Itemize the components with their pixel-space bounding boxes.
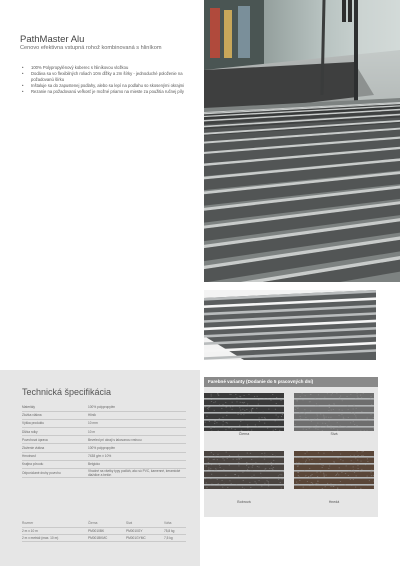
swatch-label: Bobrová [237, 500, 251, 504]
swatch-black [204, 393, 284, 431]
spec-value: Beveled pri okraji s lakovanou vrstvou [88, 436, 186, 444]
spec-label: Povrchová úprava [22, 436, 88, 444]
swatch-label: Sivá [330, 432, 338, 436]
spec-label: Hmotnosť [22, 452, 88, 460]
table-header-row [22, 520, 186, 527]
spec-value: 10 mm [88, 419, 186, 427]
table-row [22, 460, 186, 468]
column-header: Čierna [88, 520, 126, 527]
feature-text: Rezanie na požadovanú veľkosť je možné priamo na mieste za použitia ručnej píly [31, 89, 184, 95]
table-row [22, 444, 186, 452]
feature-list [20, 65, 198, 95]
swatch-brown [294, 451, 374, 489]
table-cell: PM0010GY [126, 527, 164, 534]
table-cell: PM001BKMC [88, 534, 126, 541]
swatch-pattern [294, 393, 374, 431]
feature-item [20, 83, 198, 89]
spec-label: Výška produktu [22, 419, 88, 427]
table-cell: 2 m x metráž (max. 10 m) [22, 534, 88, 541]
spec-label: Zloženie vlákna [22, 444, 88, 452]
spec-title: Technická špecifikácia [22, 387, 112, 397]
table-cell: PM0010BK [88, 527, 126, 534]
column-header: Rozmer [22, 520, 88, 527]
product-subtitle: Cenovo efektivna vstupná rohož kombinovaná s hliníkom [20, 45, 162, 51]
column-header: Sivá [126, 520, 164, 527]
swatch-beaver [204, 451, 284, 489]
table-row [22, 436, 186, 444]
table-row [22, 428, 186, 436]
mat-closeup-photo [204, 290, 376, 360]
swatch-pattern [294, 451, 374, 489]
mat-closeup-illustration [204, 290, 376, 360]
variant-table [22, 520, 186, 542]
spec-label: Krajina pôvodu [22, 460, 88, 468]
swatch-grey [294, 393, 374, 431]
entrance-mat-photo [204, 0, 400, 282]
spec-value: Hliník [88, 411, 186, 419]
feature-item [20, 89, 198, 95]
spec-value: 7438 g/m ± 10% [88, 452, 186, 460]
product-title: PathMaster Alu [20, 34, 85, 45]
table-row [22, 452, 186, 460]
table-cell: 2 m x 10 m [22, 527, 88, 534]
spec-value: Vhodné na všetky typy podláh, ako sú PVC, kamenné, keramické dlaždice a betón [88, 469, 186, 478]
table-cell: 75,8 kg [164, 527, 186, 534]
table-row [22, 403, 186, 411]
spec-value: 100% polypropylén [88, 444, 186, 452]
spec-label: Materiály [22, 403, 88, 411]
table-row [22, 534, 186, 541]
table-cell: 7,5 kg [164, 534, 186, 541]
feature-text: Dodáva sa vo flexibilných roliach 10m dĺžky a 2m šírky - jednoduché položenie na požadovanú šírku [31, 71, 183, 82]
table-cell: PM001GYMC [126, 534, 164, 541]
spec-label: Dĺžka rolky [22, 428, 88, 436]
table-row [22, 469, 186, 478]
spec-value: 100% polypropylén [88, 403, 186, 411]
swatch-label: Hnedá [328, 500, 340, 504]
bullet-icon: • [22, 65, 24, 70]
feature-item [20, 65, 198, 71]
bullet-icon: • [22, 82, 24, 88]
entrance-scene-illustration [204, 0, 400, 282]
feature-text: Inštaluje sa do zapustenej podlahy, alebo sa lepí na podlahu so skosenými okrajmi [31, 82, 185, 88]
spec-value: 10 m [88, 428, 186, 436]
spec-label: Odporúčané druhy povrchu [22, 469, 88, 478]
bullet-icon: • [22, 89, 24, 95]
spec-table [22, 403, 186, 478]
spec-value: Belgicko [88, 460, 186, 468]
bullet-icon: • [22, 71, 24, 77]
swatch-pattern [204, 451, 284, 489]
swatch-pattern [204, 393, 284, 431]
table-row [22, 419, 186, 427]
feature-text: 100% Polypropylénový koberec s hliníkovou vložkou [31, 65, 129, 70]
column-header: Váha [164, 520, 186, 527]
table-row [22, 411, 186, 419]
spec-label: Zložka vlákna [22, 411, 88, 419]
swatch-label: Čierna [238, 432, 250, 436]
table-row [22, 527, 186, 534]
feature-item [20, 71, 198, 82]
color-variants-header: Farebné varianty (Dodanie do 5 pracovných dní) [204, 377, 378, 387]
